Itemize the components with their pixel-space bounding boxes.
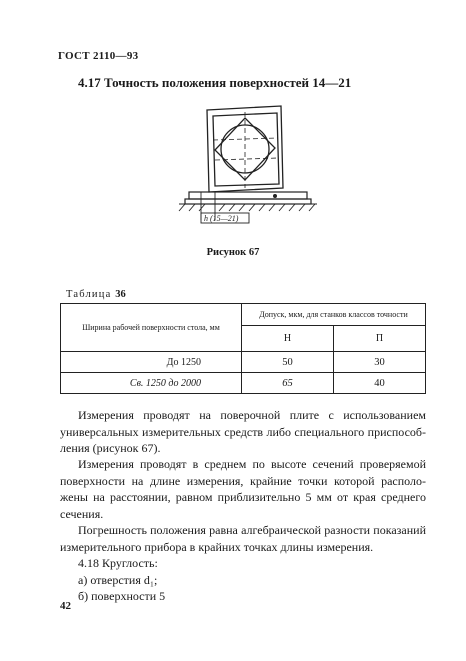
table-cell-h: 65 xyxy=(242,373,334,394)
table-cell-p: 30 xyxy=(334,352,426,373)
paragraph-line: Измерения проводят на поверочной плите с использованием xyxy=(78,408,426,422)
figure-label: h (15—21) xyxy=(204,214,239,223)
subsection-title: 4.18 Круглость: xyxy=(78,556,158,570)
measurement-diagram xyxy=(175,100,325,240)
paragraph-2 xyxy=(60,456,426,522)
paragraph-line: ления (рисунок 67). xyxy=(60,441,161,455)
list-item: б) поверхности 5 xyxy=(78,589,166,603)
table-header-class-h: Н xyxy=(242,326,334,352)
paragraph-1 xyxy=(60,407,426,457)
page-number: 42 xyxy=(60,600,71,612)
figure-67 xyxy=(175,100,325,245)
table-header-tolerance: Допуск, мкм, для станков классов точности xyxy=(242,304,426,326)
paragraph-3 xyxy=(60,522,426,555)
paragraph-line: сечения. xyxy=(60,506,104,521)
table-row xyxy=(61,373,426,394)
paragraph-line: универсальных измерительных средств либо специального приспособ- xyxy=(60,424,426,439)
section-title: 4.17 Точность положения поверхностей 14—21 xyxy=(78,75,352,90)
paragraph-line: поверхности на длине измерения, крайние точки которой располо- xyxy=(60,473,426,488)
table-cell-p: 40 xyxy=(334,373,426,394)
table-row xyxy=(61,352,426,373)
subsection-4-18 xyxy=(78,555,165,605)
table-cell-width: Св. 1250 до 2000 xyxy=(61,373,242,394)
table-label-prefix: Таблица xyxy=(66,289,112,300)
paragraph-line: Измерения проводят в среднем по высоте сечений проверяемой xyxy=(78,457,426,471)
document-header: ГОСТ 2110—93 xyxy=(58,50,139,62)
tolerance-table xyxy=(60,303,426,394)
table-header-width: Ширина рабочей поверхности стола, мм xyxy=(61,304,242,352)
list-item: а) отверстия d₁; xyxy=(78,572,158,587)
paragraph-line: Погрешность положения равна алгебраической разности показаний xyxy=(78,523,426,537)
table-header-class-p: П xyxy=(334,326,426,352)
table-cell-width: До 1250 xyxy=(61,352,242,373)
table-cell-h: 50 xyxy=(242,352,334,373)
paragraph-line: измерительного прибора в крайних точках длины измерения. xyxy=(60,539,374,554)
paragraph-line: жены на расстоянии, равном приблизительно 5 мм от края среднего xyxy=(60,490,426,504)
table-label-number: 36 xyxy=(115,289,126,300)
figure-caption: Рисунок 67 xyxy=(206,247,260,258)
table-label xyxy=(66,289,126,300)
